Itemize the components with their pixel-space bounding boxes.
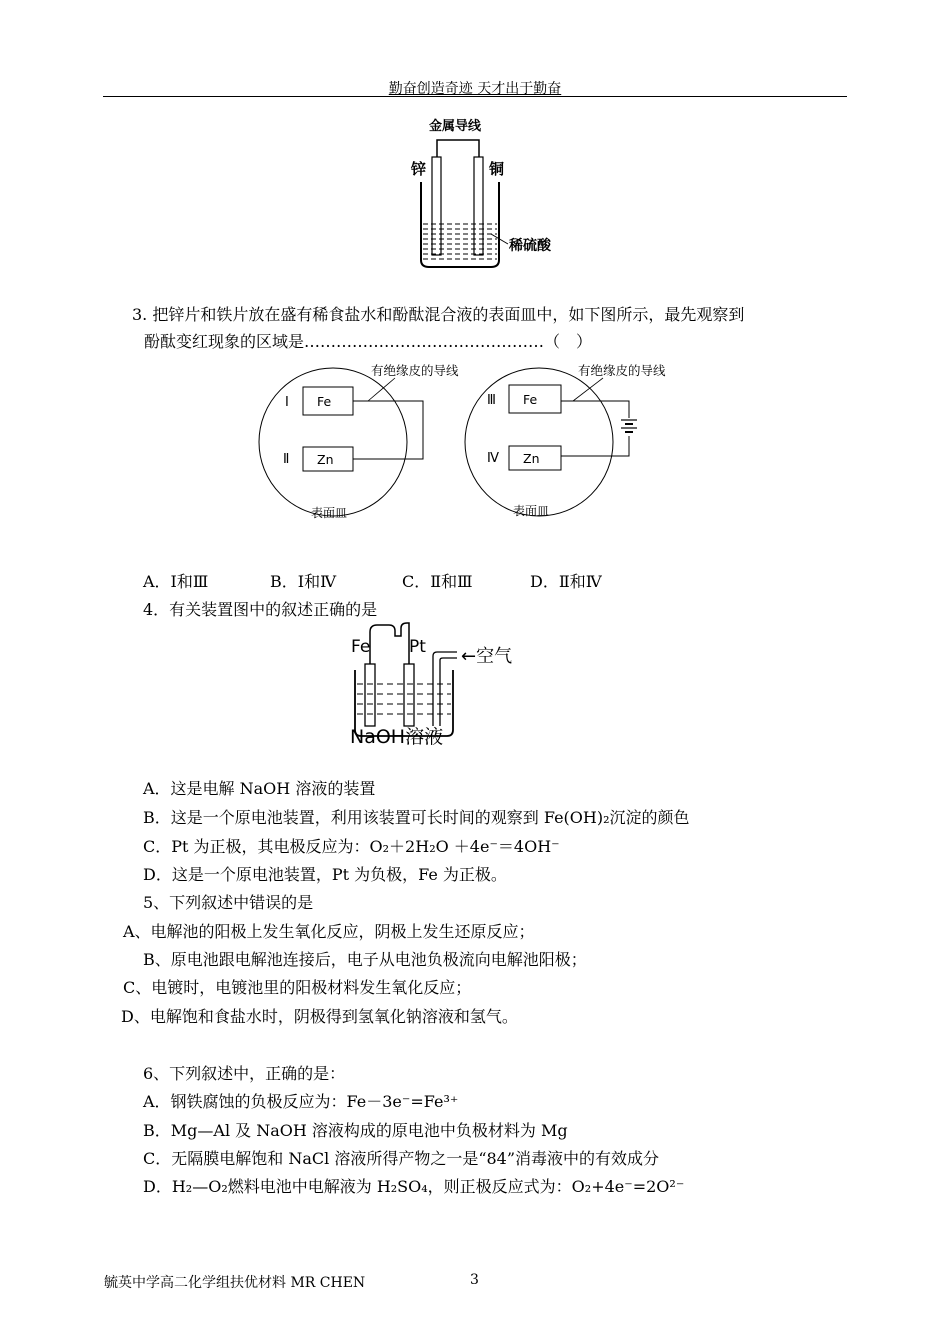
q4-stem: 4．有关装置图中的叙述正确的是 [143, 600, 378, 619]
pt-electrode [404, 664, 414, 726]
q3-option-a: A．Ⅰ和Ⅲ [143, 572, 209, 591]
q4-option-a: A．这是电解 NaOH 溶液的装置 [143, 779, 376, 798]
q6-option-a: A．钢铁腐蚀的负极反应为：Fe－3e⁻=Fe³⁺ [143, 1092, 459, 1111]
copper-electrode [474, 157, 483, 255]
zinc-copper-cell-figure [405, 112, 575, 272]
dish-left-fe-label: Fe [317, 394, 332, 409]
q5-option-c: C、电镀时，电镀池里的阳极材料发生氧化反应； [123, 978, 472, 997]
zone-i-label: Ⅰ [285, 395, 289, 410]
pt-electrode-label: Pt [409, 637, 426, 657]
copper-label: 铜 [489, 160, 505, 178]
q5-option-b: B、原电池跟电解池连接后，电子从电池负极流向电解池阳极； [143, 950, 587, 969]
q3-option-d: D．Ⅱ和Ⅳ [530, 572, 602, 591]
q3-option-c: C．Ⅱ和Ⅲ [402, 572, 473, 591]
wire-label: 金属导线 [429, 119, 482, 134]
page-number: 3 [470, 1272, 479, 1288]
battery-symbol [621, 420, 637, 432]
dish-right-fe-label: Fe [523, 392, 538, 407]
q6-option-d: D．H₂—O₂燃料电池中电解液为 H₂SO₄，则正极反应式为：O₂+4e⁻=2O²⁻ [143, 1177, 685, 1196]
zinc-electrode [432, 157, 441, 255]
q6-option-c: C．无隔膜电解饱和 NaCl 溶液所得产物之一是“84”消毒液中的有效成分 [143, 1149, 660, 1168]
q4-option-d: D．这是一个原电池装置，Pt 为负极，Fe 为正极。 [143, 865, 507, 884]
dish-left-caption: 表面皿 [311, 506, 348, 520]
q6-option-b: B．Mg—Al 及 NaOH 溶液构成的原电池中负极材料为 Mg [143, 1121, 568, 1140]
watch-glass-figures [255, 360, 695, 525]
q4-option-c: C．Pt 为正极，其电极反应为：O₂＋2H₂O ＋4e⁻＝4OH⁻ [143, 837, 560, 856]
q5-option-a: A、电解池的阳极上发生氧化反应，阴极上发生还原反应； [123, 922, 535, 941]
dish-left [259, 363, 459, 520]
dish-right [465, 363, 666, 518]
q3-stem-line2: 酚酞变红现象的区域是………………………………………（ ） [144, 332, 593, 351]
q3-option-b: B．Ⅰ和Ⅳ [270, 572, 337, 591]
dish-right-wire-label: 有绝缘皮的导线 [578, 363, 666, 378]
q5-stem: 5、下列叙述中错误的是 [143, 893, 314, 912]
dish-right-wire-top [561, 401, 629, 418]
zone-iii-label: Ⅲ [487, 393, 496, 408]
q6-stem: 6、下列叙述中，正确的是： [143, 1064, 346, 1083]
q3-stem-line1: 3. 把锌片和铁片放在盛有稀食盐水和酚酞混合液的表面皿中，如下图所示，最先观察到 [132, 305, 745, 324]
metal-wire [437, 140, 479, 174]
dish-left-wire [353, 401, 423, 459]
dish-right-zn-label: Zn [523, 451, 540, 466]
page-header: 勤奋创造奇迹 天才出于勤奋 [388, 81, 562, 97]
dish-left-wire-label: 有绝缘皮的导线 [371, 363, 459, 378]
air-label: ←空气 [461, 646, 513, 667]
dish-right-wire-bottom [561, 436, 629, 456]
q5-option-d: D、电解饱和食盐水时，阴极得到氢氧化钠溶液和氢气。 [121, 1007, 518, 1026]
fe-electrode-label: Fe [351, 637, 371, 657]
header-rule [103, 96, 847, 97]
zinc-label: 锌 [411, 160, 427, 178]
zone-iv-label: Ⅳ [487, 451, 499, 466]
dish-left-zn-label: Zn [317, 452, 334, 467]
dish-right-caption: 表面皿 [513, 504, 550, 518]
dish-left-wire-pointer [368, 378, 395, 401]
zone-ii-label: Ⅱ [283, 452, 290, 467]
naoh-solution-label: NaOH溶液 [350, 726, 444, 748]
connecting-wire [370, 623, 409, 664]
fe-electrode [365, 664, 375, 726]
q4-option-b: B．这是一个原电池装置，利用该装置可长时间的观察到 Fe(OH)₂沉淀的颜色 [143, 808, 690, 827]
solution-label: 稀硫酸 [509, 238, 551, 254]
footer-text: 毓英中学高二化学组扶优材料 MR CHEN [104, 1275, 366, 1291]
